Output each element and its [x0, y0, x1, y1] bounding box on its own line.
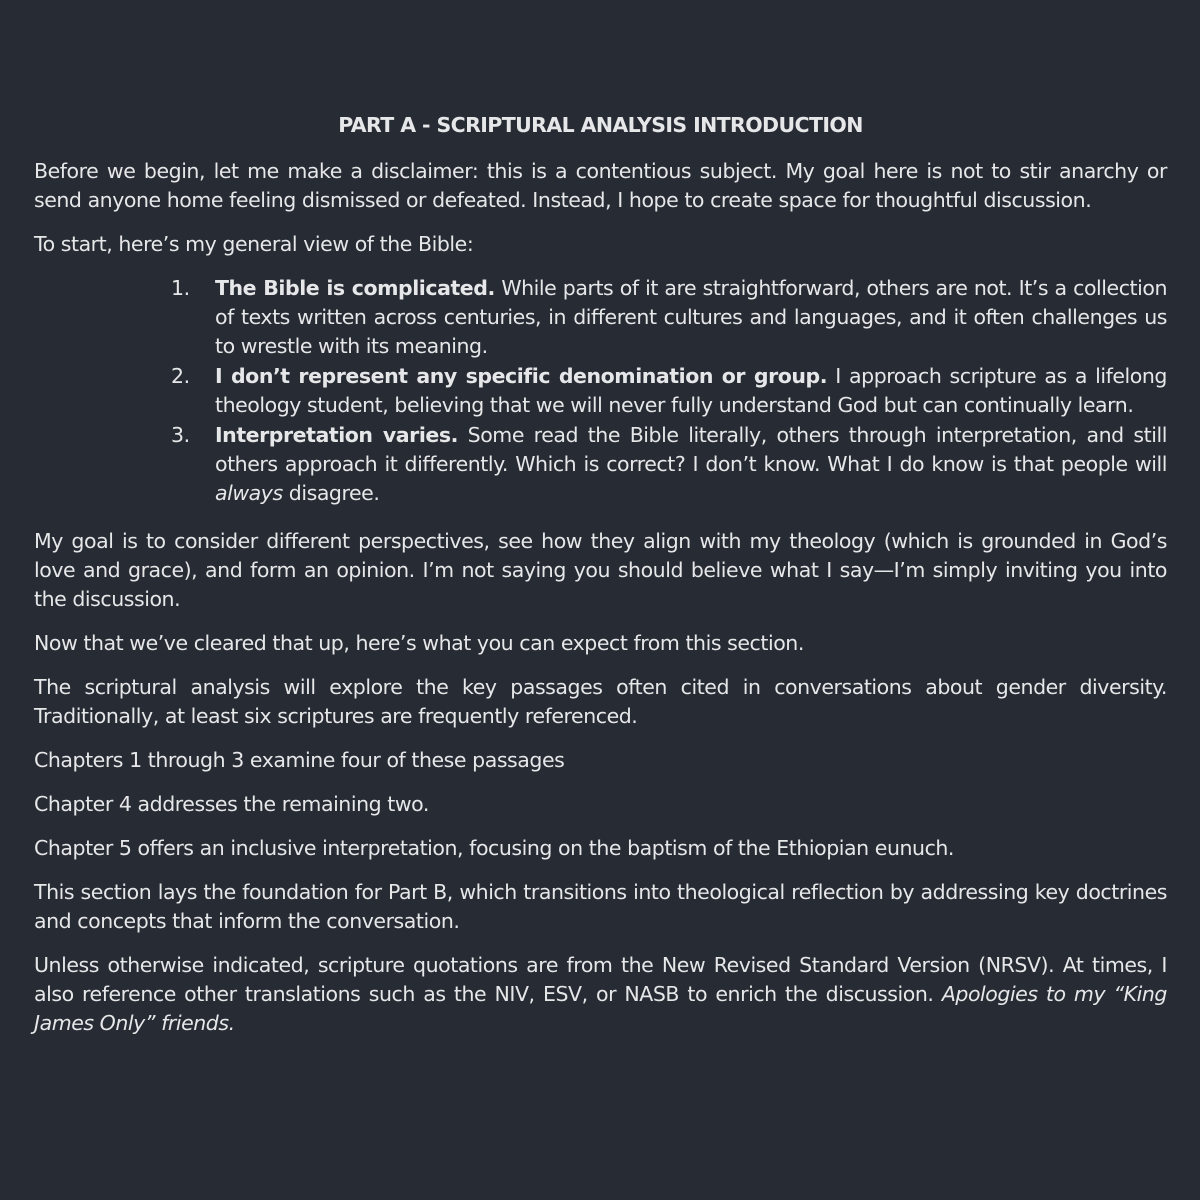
intro-paragraph: Before we begin, let me make a disclaimer: this is a contentious subject. My goal here is not to stir anarchy or send anyone home feeling dismissed or defeated. Instead, I hope to create space for thoughtful discussion. — [34, 159, 1167, 212]
chapter-4-paragraph: Chapter 4 addresses the remaining two. — [34, 792, 429, 816]
list-item — [171, 362, 1167, 420]
list-item-bold: I don’t represent any specific denomination or group. — [215, 364, 828, 388]
chapters-1-3-paragraph: Chapters 1 through 3 examine four of these passages — [34, 748, 565, 772]
list-item-text: While parts of it are straightforward, others are not. It’s a collection of texts written across centuries, in different cultures and languages, and it often challenges us to wrestle with its meaning. — [215, 276, 1167, 358]
list-item-text: I approach scripture as a lifelong theology student, believing that we will never fully understand God but can continually learn. — [215, 364, 1167, 417]
goal-paragraph: My goal is to consider different perspectives, see how they align with my theology (which is grounded in God’s love and grace), and form an opinion. I’m not saying you should believe what I say—I’m simply inviting you into the discussion. — [34, 529, 1167, 611]
page-title: PART A - SCRIPTURAL ANALYSIS INTRODUCTION — [338, 113, 863, 137]
list-item-bold: Interpretation varies. — [215, 423, 458, 447]
list-item-number: 1. — [171, 276, 190, 300]
list-item — [171, 274, 1167, 361]
list-item-number: 3. — [171, 423, 190, 447]
list-item-text: Some read the Bible literally, others through interpretation, and still others approach it differently. Which is correct? I don’t know. What I do know is that people will — [215, 423, 1167, 476]
list-item — [171, 421, 1167, 508]
translations-text: Unless otherwise indicated, scripture quotations are from the New Revised Standard Version (NRSV). At times, I also reference other translations such as the NIV, ESV, or NASB to enrich the discussion. — [34, 953, 1167, 1006]
analysis-paragraph: The scriptural analysis will explore the key passages often cited in conversations about gender diversity. Traditionally, at least six scriptures are frequently referenced. — [34, 675, 1167, 728]
foundation-paragraph: This section lays the foundation for Part B, which transitions into theological reflection by addressing key doctrines and concepts that inform the conversation. — [34, 880, 1167, 933]
chapter-5-paragraph: Chapter 5 offers an inclusive interpretation, focusing on the baptism of the Ethiopian eunuch. — [34, 836, 954, 860]
list-item-emphasis: always — [215, 481, 283, 505]
translations-italic: Apologies to my “King James Only” friends. — [34, 982, 1167, 1035]
view-lead-paragraph: To start, here’s my general view of the Bible: — [34, 232, 474, 256]
list-item-text-after: disagree. — [288, 481, 380, 505]
list-item-number: 2. — [171, 364, 190, 388]
expect-paragraph: Now that we’ve cleared that up, here’s what you can expect from this section. — [34, 631, 804, 655]
list-item-bold: The Bible is complicated. — [215, 276, 495, 300]
bible-view-list — [34, 274, 1167, 508]
translations-paragraph — [34, 951, 1167, 1038]
document-page — [34, 110, 1167, 1053]
